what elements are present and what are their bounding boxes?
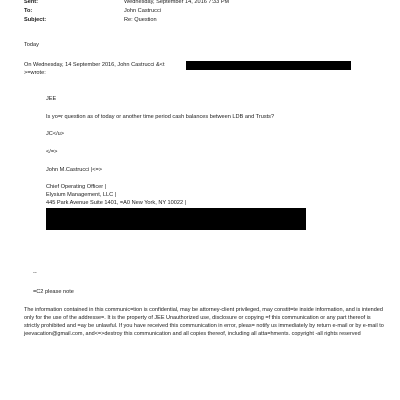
greeting-jee: JEE	[46, 96, 57, 102]
sent-value: Wednesday, September 14, 2016 7:33 PM	[124, 0, 230, 5]
to-value: John Castrucci	[124, 8, 161, 14]
signature-company: Elysium Management, LLC |	[46, 192, 117, 198]
to-label: To:	[24, 8, 33, 14]
wrote-text: >=wrote:	[24, 70, 46, 76]
signature-title: Chief Operating Officer |	[46, 184, 107, 190]
name-line: John M.Castrucci |<=>	[46, 167, 103, 173]
disclaimer-paragraph: The information contained in this communic=tion is confidential, may be attorney-client privileged, may constit=te inside information, and is intended only for the use of the addresse=. It is the property of JEE Unauthorized use, disclosure or copying =f this communication or any part thereof is strictly prohibited and =ay be unlawful. If you have received this communication in error, pleas= notify us immediately by return e-mail or by e-mail to jeevacation@gmail.com, and<=>destroy this communication and all copies thereof, including all atta=hments. copyright -all rights reserved	[24, 307, 384, 337]
redaction-block	[46, 208, 306, 230]
question-text: Is yo=r question as of today or another time period cash balances between LDB and Trusts?	[46, 114, 275, 120]
signature-address: 445 Park Avenue Suite 1401, =A0 New York, NY 10022 |	[46, 200, 187, 206]
today-text: Today	[24, 42, 39, 48]
jc-text: JC</u>	[46, 131, 65, 137]
subject-value: Re: Question	[124, 17, 157, 23]
redaction-bar	[186, 61, 351, 70]
tag-text: </=>	[46, 149, 58, 155]
please-note-text: =C2 please note	[33, 289, 74, 295]
dashes-text: --	[33, 270, 37, 276]
sent-label: Sent:	[24, 0, 38, 5]
quoted-header-line: On Wednesday, 14 September 2016, John Castrucci &<t	[24, 62, 165, 68]
subject-label: Subject:	[24, 17, 47, 23]
